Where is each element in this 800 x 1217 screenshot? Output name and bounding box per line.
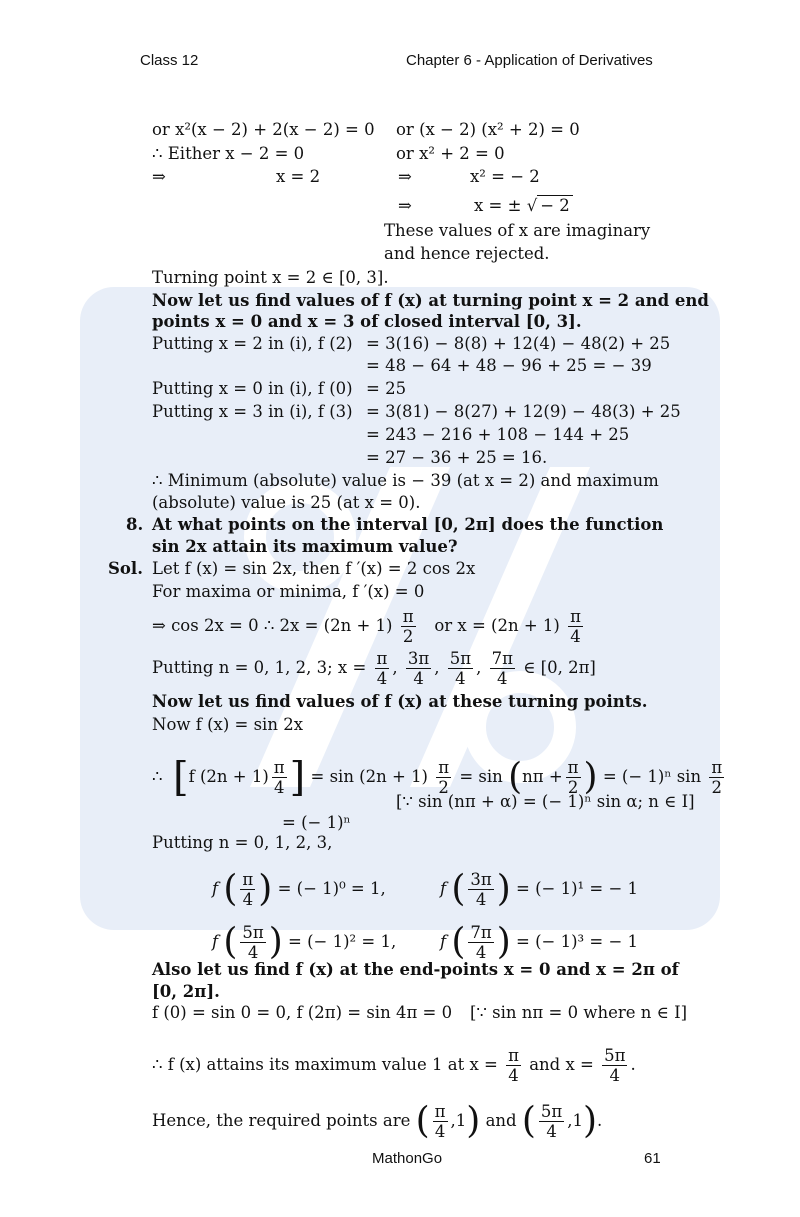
sol-line-15: Hence, the required points are ( $\frac{\pi}{4}$ ,1) and ( $\frac{5\pi}{4}$ ,1). [152,1100,603,1142]
value-f-3pi-4: f ( $\frac{3\pi}{4}$ ) = (− 1)¹ = − 1 [440,868,639,910]
line-2a: ∴ Either x − 2 = 0 [152,144,305,163]
value-f-7pi-4: f ( $\frac{7\pi}{4}$ ) = (− 1)³ = − 1 [440,921,639,963]
sol-line-6: Now f (x) = sin 2x [152,715,304,734]
line-1b: or (x − 2) (x² + 2) = 0 [396,120,580,139]
frac-7pi-4: $\frac{7\pi}{4}$ [491,649,513,688]
solution-label: Sol. [108,559,143,578]
sol-line-5: Now let us find values of f (x) at these turning points. [152,692,648,711]
line-2b: or x² + 2 = 0 [396,144,505,163]
sol-line-8: [∵ sin (nπ + α) = (− 1)ⁿ sin α; n ∈ I] [396,792,695,811]
sol-line-3 [152,607,586,646]
header-chapter: Chapter 6 - Application of Derivatives [406,52,653,69]
frac-5pi-4: $\frac{5\pi}{4}$ [449,649,472,688]
value-f-5pi-4: f ( $\frac{5\pi}{4}$ ) = (− 1)² = 1, [212,921,397,963]
sol-line-2: For maxima or minima, f ′(x) = 0 [152,582,425,601]
line-3c: ⇒ [398,167,412,186]
line-15: = 27 − 36 + 25 = 16. [366,448,548,467]
line-14: = 243 − 216 + 108 − 144 + 25 [366,425,630,444]
value-f-pi-4: f ( $\frac{\pi}{4}$ ) = (− 1)⁰ = 1, [212,868,386,910]
line-12b: = 25 [366,379,407,398]
sol-line-14: ∴ f (x) attains its maximum value 1 at x = $\frac{\pi}{4}$ and x = $\frac{5\pi}{4}$ . [152,1046,636,1085]
sol-line-3b: or x = (2n + 1) [434,616,560,635]
line-7: Turning point x = 2 ∈ [0, 3]. [152,268,389,287]
sol-line-4: Putting n = 0, 1, 2, 3; x = $\frac{\pi}{4}$ , $\frac{3\pi}{4}$ , $\frac{5\pi}{4}$ , $\frac{7\pi}{4}$ ∈ [0, 2π] [152,649,596,688]
line-1a: or x²(x − 2) + 2(x − 2) = 0 [152,120,375,139]
line-12a: Putting x = 0 in (i), f (0) [152,379,353,398]
line-13a: Putting x = 3 in (i), f (3) [152,402,353,421]
sol-line-7: ∴ [f (2n + 1) $\frac{\pi}{4}$ ] = sin (2n + 1) $\frac{\pi}{2}$ = sin (nπ + $\frac{\pi}{2}$ ) = (− 1)ⁿ sin $\frac{\pi}{2}$ [152,754,723,801]
footer-brand: MathonGo [372,1150,443,1167]
sol-line-4a: Putting n = 0, 1, 2, 3; x = [152,658,367,677]
line-4b: x = ± √ − 2 [474,196,573,216]
line-13b: = 3(81) − 8(27) + 12(9) − 48(3) + 25 [366,402,681,421]
sol-line-13b: [∵ sin nπ = 0 where n ∈ I] [470,1003,688,1022]
sol-line-10: Putting n = 0, 1, 2, 3, [152,833,333,852]
sol-line-11: Also let us find f (x) at the end-points x = 0 and x = 2π of [152,960,679,979]
frac-pi-over-2: $\frac{\pi}{2}$ [402,607,414,646]
line-4a: ⇒ [398,196,412,215]
line-8: Now let us find values of f (x) at turning point x = 2 and end [152,291,709,310]
line-9: points x = 0 and x = 3 of closed interval [0, 3]. [152,312,582,331]
frac-3pi-4: $\frac{3\pi}{4}$ [407,649,430,688]
sol-line-1: Let f (x) = sin 2x, then f ′(x) = 2 cos 2x [152,559,476,578]
footer-page-number: 61 [644,1150,661,1167]
sol-line-12: [0, 2π]. [152,982,220,1001]
line-3a: ⇒ [152,167,166,186]
question-number: 8. [126,515,144,534]
line-4b-text: x = ± [474,196,522,215]
frac-pi-4: $\frac{\pi}{4}$ [376,649,388,688]
line-10a: Putting x = 2 in (i), f (2) [152,334,353,353]
question-line-2: sin 2x attain its maximum value? [152,537,458,556]
line-10b: = 3(16) − 8(8) + 12(4) − 48(2) + 25 [366,334,671,353]
question-line-1: At what points on the interval [0, 2π] does the function [152,515,664,534]
sol-line-3a: ⇒ cos 2x = 0 ∴ 2x = (2n + 1) [152,616,393,635]
line-3b: x = 2 [276,167,321,186]
sqrt-radicand: − 2 [537,195,573,215]
sol-line-4-end: ∈ [0, 2π] [523,658,596,677]
sol-line-13a: f (0) = sin 0 = 0, f (2π) = sin 4π = 0 [152,1003,453,1022]
frac-pi-over-4: $\frac{\pi}{4}$ [570,607,581,646]
line-5: These values of x are imaginary [384,221,651,240]
line-3d: x² = − 2 [470,167,540,186]
line-6: and hence rejected. [384,244,550,263]
sol-line-9: = (− 1)ⁿ [282,813,351,832]
line-17: (absolute) value is 25 (at x = 0). [152,493,421,512]
line-16: ∴ Minimum (absolute) value is − 39 (at x = 2) and maximum [152,471,659,490]
header-class: Class 12 [140,52,199,69]
line-11: = 48 − 64 + 48 − 96 + 25 = − 39 [366,356,652,375]
